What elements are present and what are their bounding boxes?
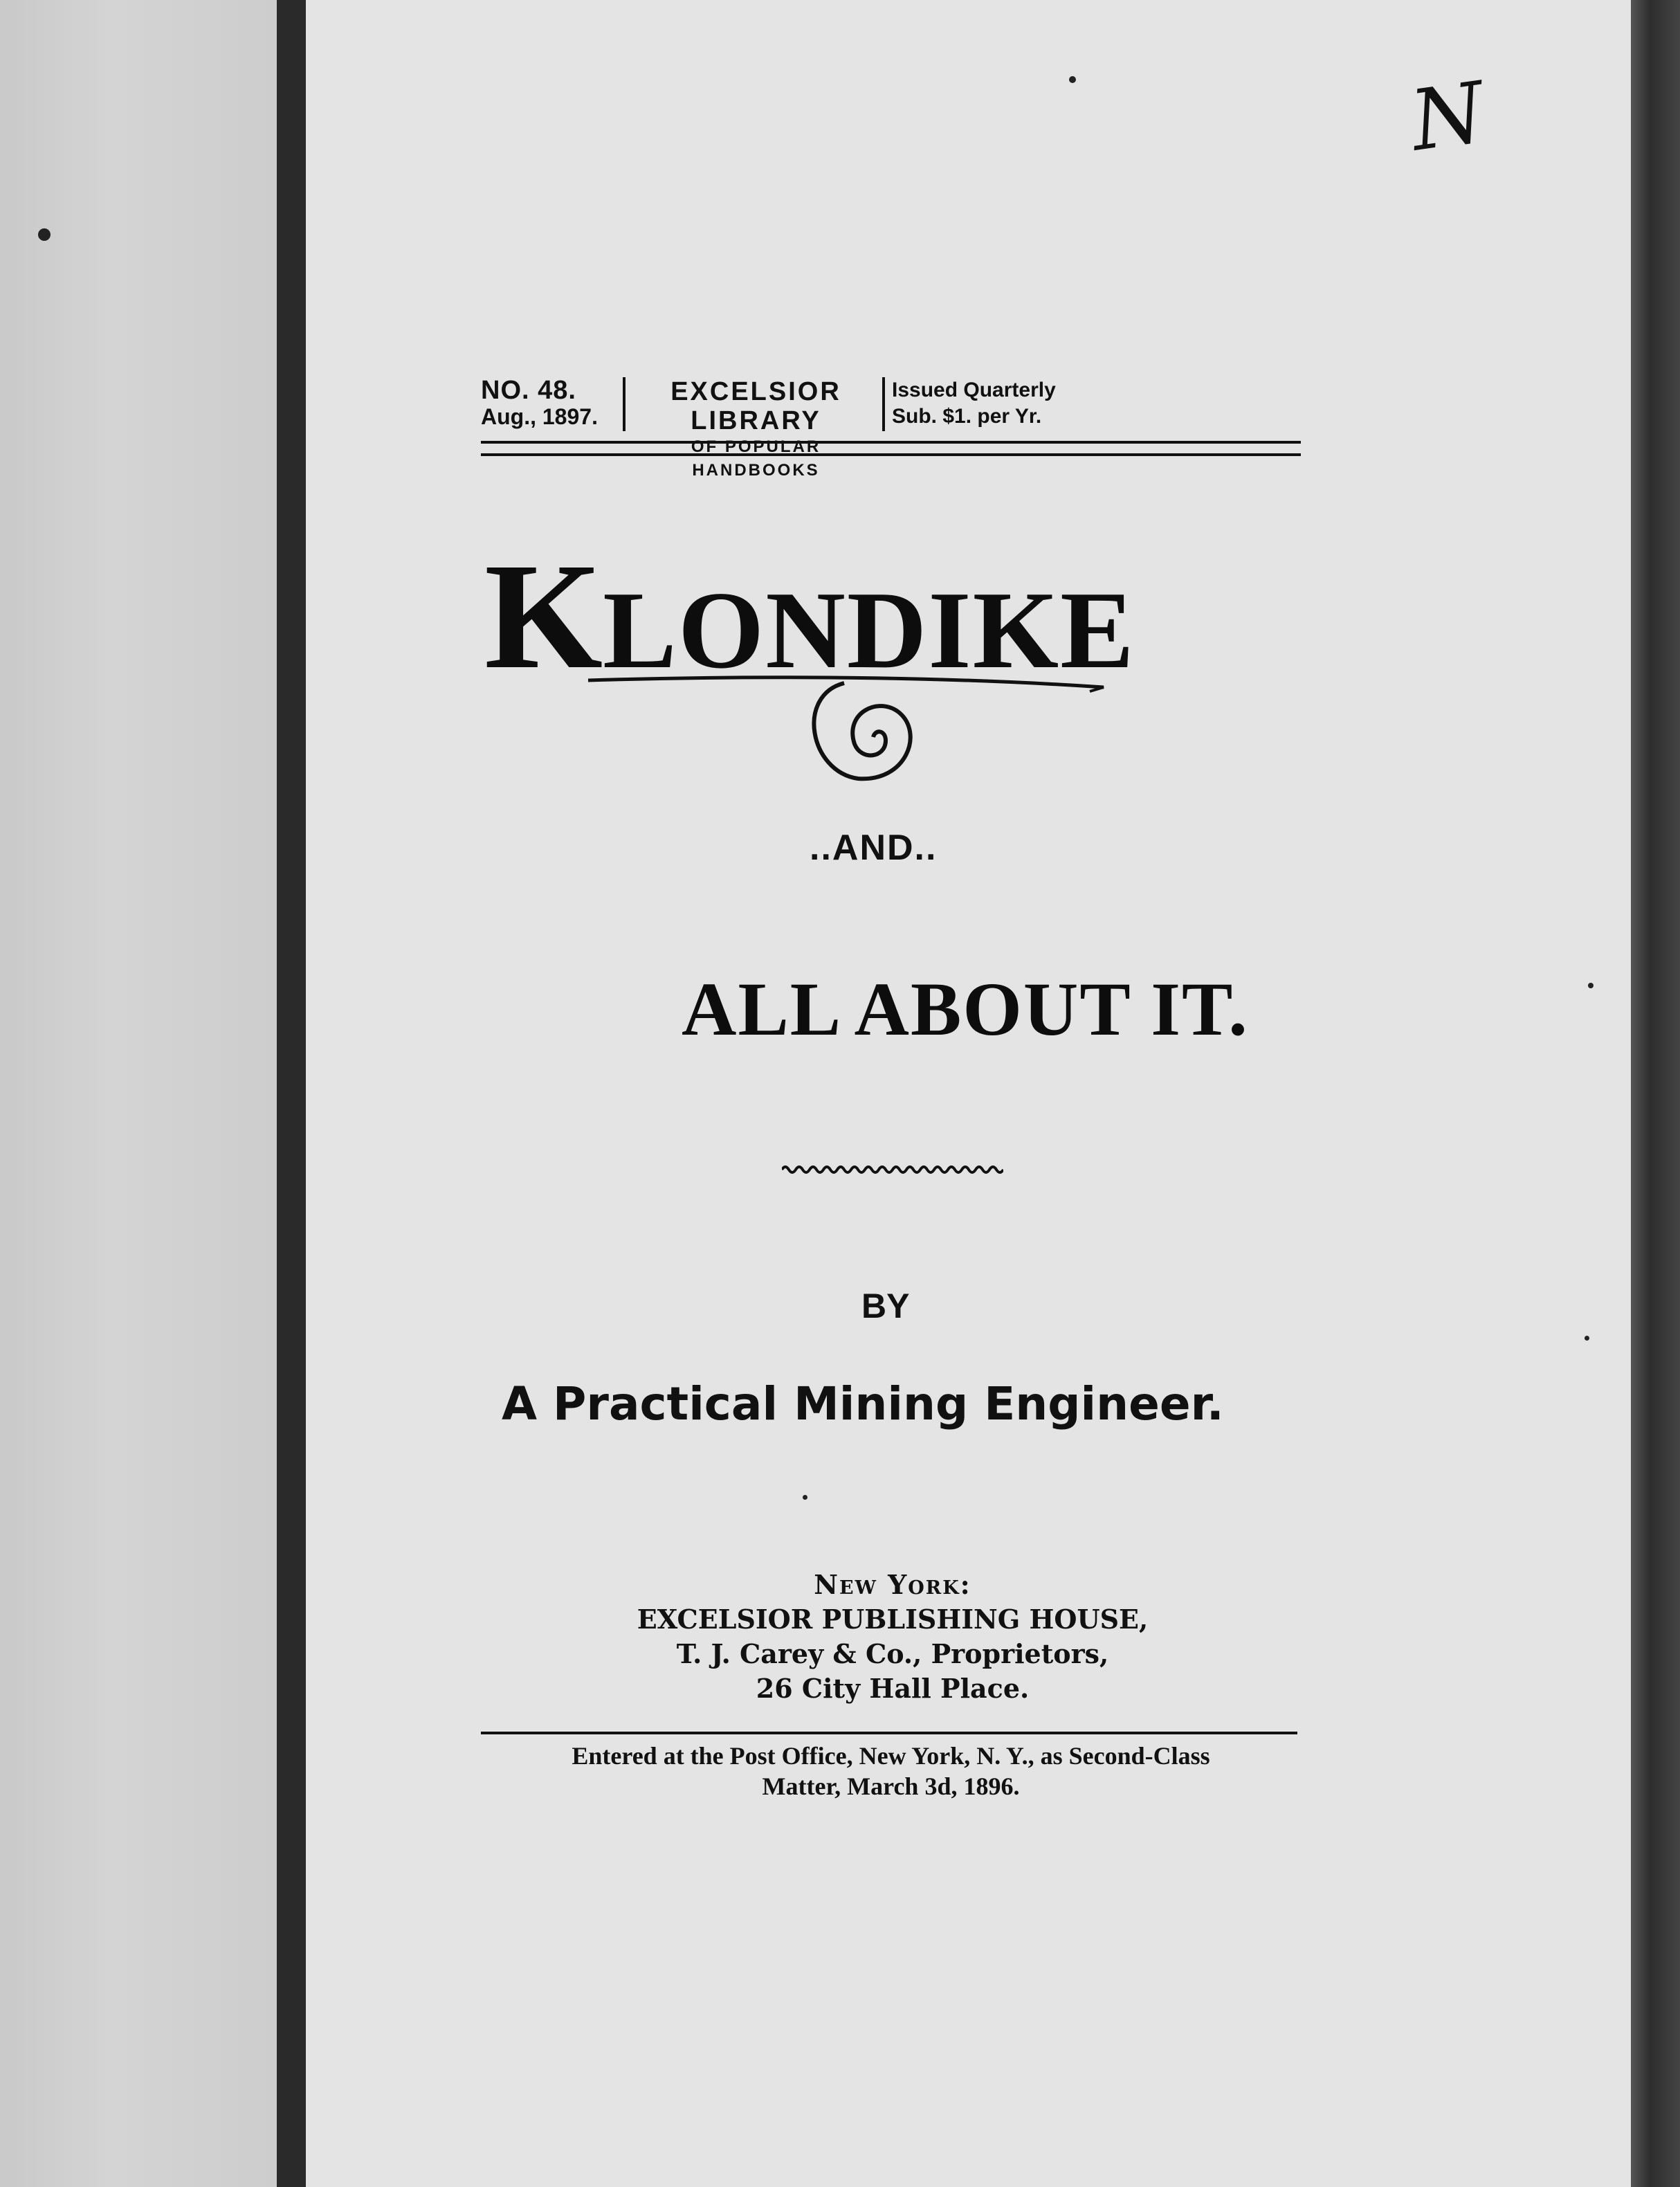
series-header [481,376,1301,480]
header-double-rule [481,441,1301,456]
title-page [306,0,1631,2187]
handwritten-mark: N [1405,64,1491,170]
wavy-divider [782,1163,1003,1177]
postal-entry-notice [477,1741,1304,1802]
subtitle: ALL ABOUT IT. [682,967,1249,1051]
library-title: EXCELSIOR LIBRARY [670,377,841,435]
left-leaf [0,0,277,2187]
and-connector: ..AND.. [810,828,938,868]
imprint-rule [481,1732,1297,1734]
title-initial: K [484,532,603,700]
imprint-address: 26 City Hall Place. [756,1673,1030,1704]
library-subtitle: OF POPULAR HANDBOOKS [691,437,821,480]
swash-flourish [588,675,1114,799]
imprint-city: New York: [814,1569,971,1600]
issue-number: NO. 48. [481,376,576,405]
entry-line-2: Matter, March 3d, 1896. [762,1772,1020,1800]
library-name [630,377,885,480]
title-rest: LONDIKE [603,568,1135,691]
issued-frequency: Issued Quarterly [892,379,1056,401]
subscription-price: Sub. $1. per Yr. [892,405,1042,428]
issue-date: Aug., 1897. [481,404,598,429]
right-page-edge [1631,0,1680,2187]
entry-line-1: Entered at the Post Office, New York, N. Y., as Second-Class [572,1742,1210,1770]
subscription-info [892,377,1099,430]
book-spine [277,0,306,2187]
publisher-imprint [554,1568,1232,1706]
imprint-proprietors: T. J. Carey & Co., Proprietors, [676,1638,1109,1669]
issue-info [481,377,626,431]
by-label: BY [861,1287,910,1325]
imprint-publisher: EXCELSIOR PUBLISHING HOUSE, [637,1604,1149,1635]
author-line: A Practical Mining Engineer. [502,1377,1224,1431]
